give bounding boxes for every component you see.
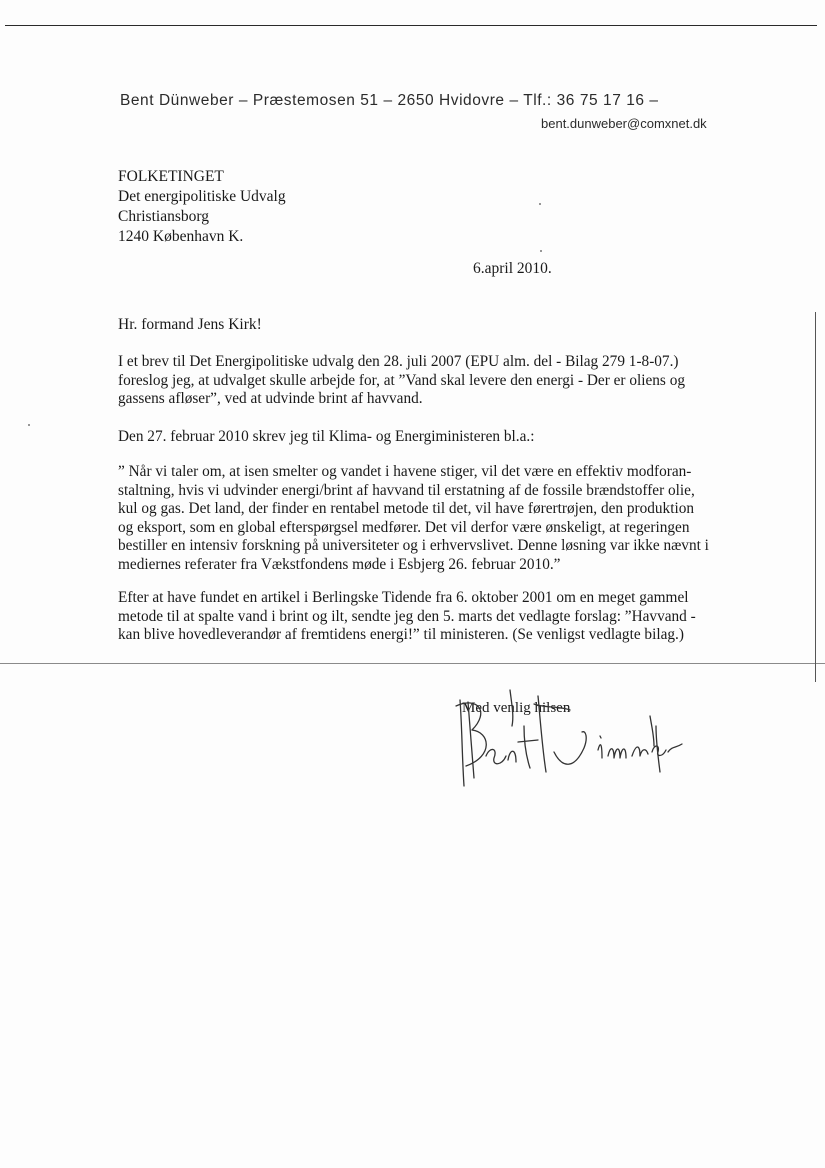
scan-right-edge xyxy=(815,312,816,682)
salutation: Hr. formand Jens Kirk! xyxy=(118,316,262,333)
letter-date: 6.april 2010. xyxy=(473,260,552,277)
paragraph-line: Efter at have fundet en artikel i Berlingske Tidende fra 6. oktober 2001 om en meget gammel xyxy=(118,589,689,606)
letterhead-sender: Bent Dünweber – Præstemosen 51 – 2650 Hvidovre – Tlf.: 36 75 17 16 – xyxy=(120,92,659,109)
paragraph-line: kan blive hovedleverandør af fremtidens energi!” til ministeren. (Se venligst vedlagte bilag.) xyxy=(118,626,684,643)
body-paragraph-4 xyxy=(118,589,696,645)
scan-top-border xyxy=(5,25,817,26)
recipient-address xyxy=(118,167,286,247)
paragraph-line: Den 27. februar 2010 skrev jeg til Klima- og Energiministeren bl.a.: xyxy=(118,428,535,445)
paragraph-line: mediernes referater fra Vækstfondens møde i Esbjerg 26. februar 2010.” xyxy=(118,555,561,573)
paragraph-line: foreslog jeg, at udvalget skulle arbejde for, at ”Vand skal levere den energi - Der er oliens og xyxy=(118,371,685,389)
scan-fold-line xyxy=(0,663,825,664)
paragraph-line: bestiller en intensiv forskning på universiteter og i erhvervslivet. Denne løsning var ikke nævnt i xyxy=(118,537,709,554)
letterhead-email: bent.dunweber@comxnet.dk xyxy=(541,116,707,131)
recipient-line: FOLKETINGET xyxy=(118,168,224,185)
paragraph-line: metode til at spalte vand i brint og ilt, sendte jeg den 5. marts det vedlagte forslag: ”Havvand - xyxy=(118,607,696,625)
handwritten-signature xyxy=(450,686,690,796)
paragraph-line: staltning, hvis vi udvinder energi/brint af havvand til erstatning af de fossile brændstoffer olie, xyxy=(118,481,695,499)
paragraph-line: gassens afløser”, ved at udvinde brint af havvand. xyxy=(118,390,423,407)
scan-speck xyxy=(539,203,541,205)
recipient-line: Det energipolitiske Udvalg xyxy=(118,188,286,205)
recipient-line: Christiansborg xyxy=(118,208,209,225)
paragraph-line: og eksport, som en global efterspørgsel medfører. Det vil derfor være ønskeligt, at regeringen xyxy=(118,518,690,536)
paragraph-line: I et brev til Det Energipolitiske udvalg den 28. juli 2007 (EPU alm. del - Bilag 279 1-8-07.) xyxy=(118,353,679,370)
paragraph-line: ” Når vi taler om, at isen smelter og vandet i havene stiger, vil det være en effektiv modforan- xyxy=(118,463,692,480)
scan-speck xyxy=(28,424,30,426)
scan-speck xyxy=(540,250,542,252)
recipient-line: 1240 København K. xyxy=(118,228,244,245)
body-paragraph-3-quote xyxy=(118,463,709,574)
body-paragraph-1 xyxy=(118,353,685,409)
closing-greeting: Med venlig hilsen xyxy=(462,700,571,716)
paragraph-line: kul og gas. Det land, der finder en rentabel metode til det, vil have førertrøjen, den produktion xyxy=(118,500,695,517)
body-paragraph-2 xyxy=(118,428,534,447)
